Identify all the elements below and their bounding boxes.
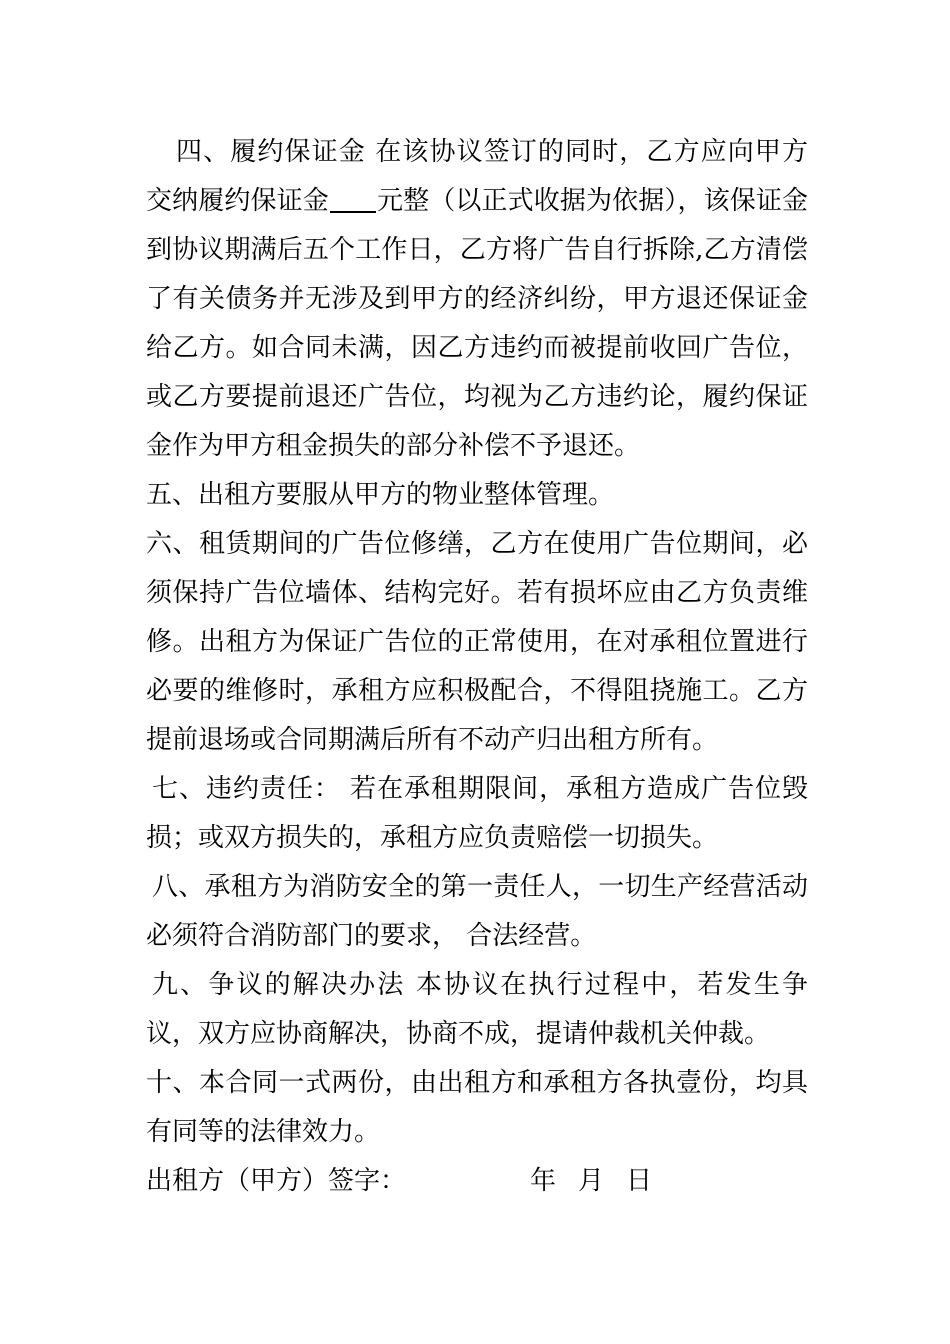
clause-4-deposit	[146, 128, 808, 471]
signature-year: 年	[530, 1166, 557, 1196]
clause-4-text-start: 四、履约保证金 在该协议签订的同时，乙方应向甲方交纳履约保证金	[146, 137, 808, 216]
clause-6-maintenance: 六、租赁期间的广告位修缮，乙方在使用广告位期间，必须保持广告位墙体、结构完好。若有损坏应由乙方负责维修。出租方为保证广告位的正常使用，在对承租位置进行必要的维修时，承租方应积极配合，不得阻挠施工。乙方提前退场或合同期满后所有不动产归出租方所有。	[146, 529, 808, 755]
clause-10-copies: 十、本合同一式两份，由出租方和承租方各执壹份，均具有同等的法律效力。	[146, 1068, 808, 1147]
lessor-signature-line	[146, 1157, 808, 1206]
document-body	[146, 128, 808, 1206]
deposit-amount-blank	[330, 185, 376, 213]
clause-8-fire-safety: 八、承租方为消防安全的第一责任人，一切生产经营活动必须符合消防部门的要求， 合法经营。	[146, 872, 808, 951]
clause-5-property-management: 五、出租方要服从甲方的物业整体管理。	[146, 480, 615, 510]
clause-4-text-end: 元整（以正式收据为依据），该保证金到协议期满后五个工作日，乙方将广告自行拆除,乙方清偿了有关债务并无涉及到甲方的经济纠纷，甲方退还保证金给乙方。如合同未满，因乙方违约而被提前收回广告位，或乙方要提前退还广告位，均视为乙方违约论，履约保证金作为甲方租金损失的部分补偿不予退还。	[146, 186, 808, 461]
signature-day: 日	[626, 1166, 653, 1196]
clause-7-liability: 七、违约责任： 若在承租期限间，承租方造成广告位毁损；或双方损失的，承租方应负责赔偿一切损失。	[146, 774, 808, 853]
signature-month: 月	[578, 1166, 605, 1196]
signature-label: 出租方（甲方）签字：	[146, 1166, 407, 1196]
clause-9-dispute-resolution: 九、争议的解决办法 本协议在执行过程中，若发生争议，双方应协商解决，协商不成，提请仲裁机关仲裁。	[146, 970, 808, 1049]
